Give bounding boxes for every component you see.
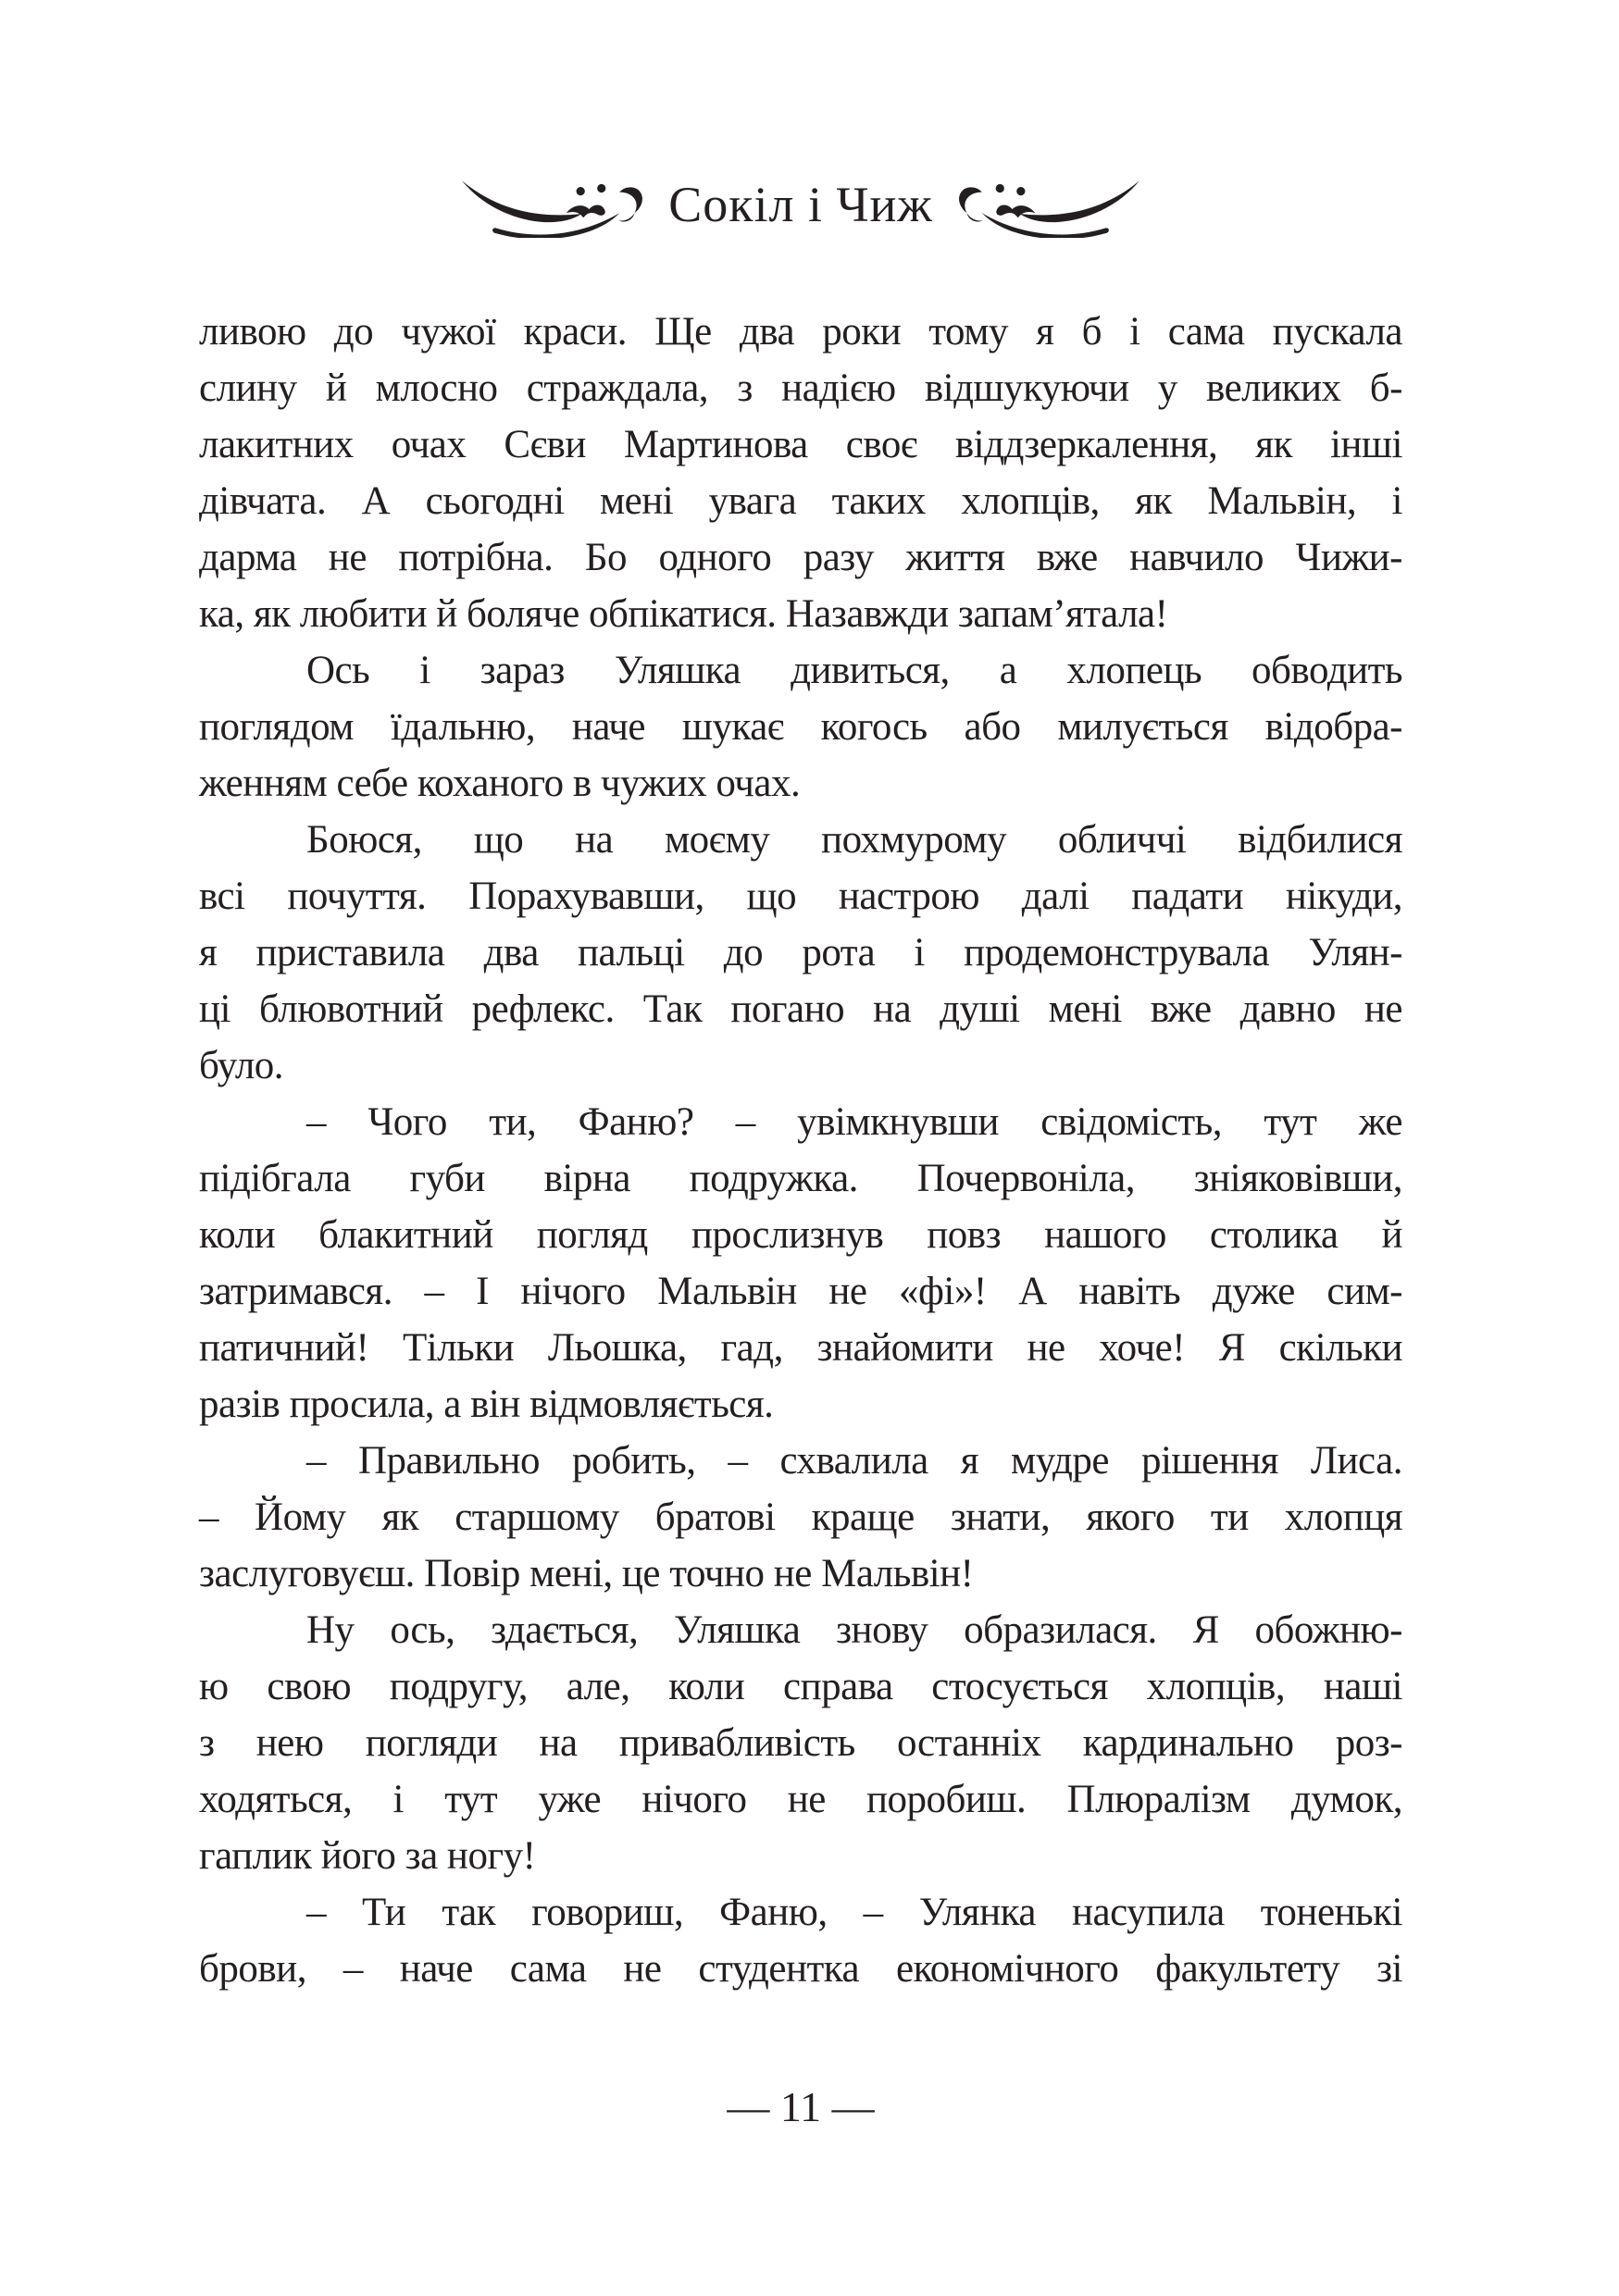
text-line: дівчата. А сьогодні мені увага таких хлопців, як Мальвін, і <box>199 479 1402 523</box>
text-line: Ось і зараз Уляшка дивиться, а хлопець обводить <box>306 649 1402 692</box>
flourish-left-icon <box>460 177 650 238</box>
text-line: женням себе коханого в чужих очах. <box>199 762 801 805</box>
text-line: я приставила два пальці до рота і продемонструвала Улян- <box>199 931 1402 974</box>
text-line: всі почуття. Порахувавши, що настрою далі падати нікуди, <box>199 875 1402 918</box>
text-line: патичний! Тільки Льошка, гад, знайомити не хоче! Я скільки <box>199 1326 1402 1370</box>
text-line: з нею погляди на привабливість останніх кардинально роз- <box>199 1721 1402 1765</box>
text-line: заслуговуєш. Повір мені, це точно не Мальвін! <box>199 1552 974 1595</box>
text-line: ці блювотний рефлекс. Так погано на душі мені вже давно не <box>199 987 1402 1031</box>
text-line: разів просила, а він відмовляється. <box>199 1383 774 1426</box>
text-line: слину й млосно страждала, з надією відшукуючи у великих б- <box>199 366 1402 410</box>
text-line: гаплик його за ногу! <box>199 1834 536 1878</box>
text-line: ливою до чужої краси. Ще два роки тому я б і сама пускала <box>199 310 1402 354</box>
text-line: – Правильно робить, – схвалила я мудре рішення Лиса. <box>306 1439 1402 1483</box>
text-line: ю свою подругу, але, коли справа стосується хлопців, наші <box>199 1665 1402 1708</box>
text-line: підібгала губи вірна подружка. Почервоніла, зніяковівши, <box>199 1157 1402 1200</box>
text-line: – Чого ти, Фаню? – увімкнувши свідомість, тут же <box>306 1100 1402 1144</box>
text-line: – Ти так говориш, Фаню, – Улянка насупила тоненькі <box>306 1891 1402 1934</box>
text-line: дарма не потрібна. Бо одного разу життя вже навчило Чижи- <box>199 536 1402 579</box>
text-line: брови, – наче сама не студентка економічного факультету зі <box>199 1947 1402 1991</box>
text-line: було. <box>199 1044 284 1087</box>
text-block <box>199 304 1402 1997</box>
text-line: лакитних очах Сєви Мартинова своє віддзеркалення, як інші <box>199 423 1402 466</box>
text-line: Ну ось, здається, Уляшка знову образилася. Я обожню- <box>306 1608 1402 1652</box>
running-header <box>199 168 1402 246</box>
page-number: — 11 — <box>727 2083 875 2130</box>
text-line: затримався. – І нічого Мальвін не «фі»! А навіть дуже сим- <box>199 1270 1402 1313</box>
page-footer <box>199 2079 1402 2135</box>
page-title: Сокіл і Чиж <box>668 177 933 232</box>
text-line: ка, як любити й боляче обпікатися. Назавжди запам’ятала! <box>199 592 1168 636</box>
flourish-right-icon <box>952 177 1141 238</box>
text-line: поглядом їдальню, наче шукає когось або милується відобра- <box>199 705 1402 749</box>
text-line: ходяться, і тут уже нічого не поробиш. Плюралізм думок, <box>199 1778 1402 1821</box>
text-line: коли блакитний погляд прослизнув повз нашого столика й <box>199 1213 1402 1257</box>
text-line: – Йому як старшому братові краще знати, якого ти хлопця <box>199 1496 1402 1539</box>
text-line: Боюся, що на моєму похмурому обличчі відбилися <box>306 818 1402 862</box>
